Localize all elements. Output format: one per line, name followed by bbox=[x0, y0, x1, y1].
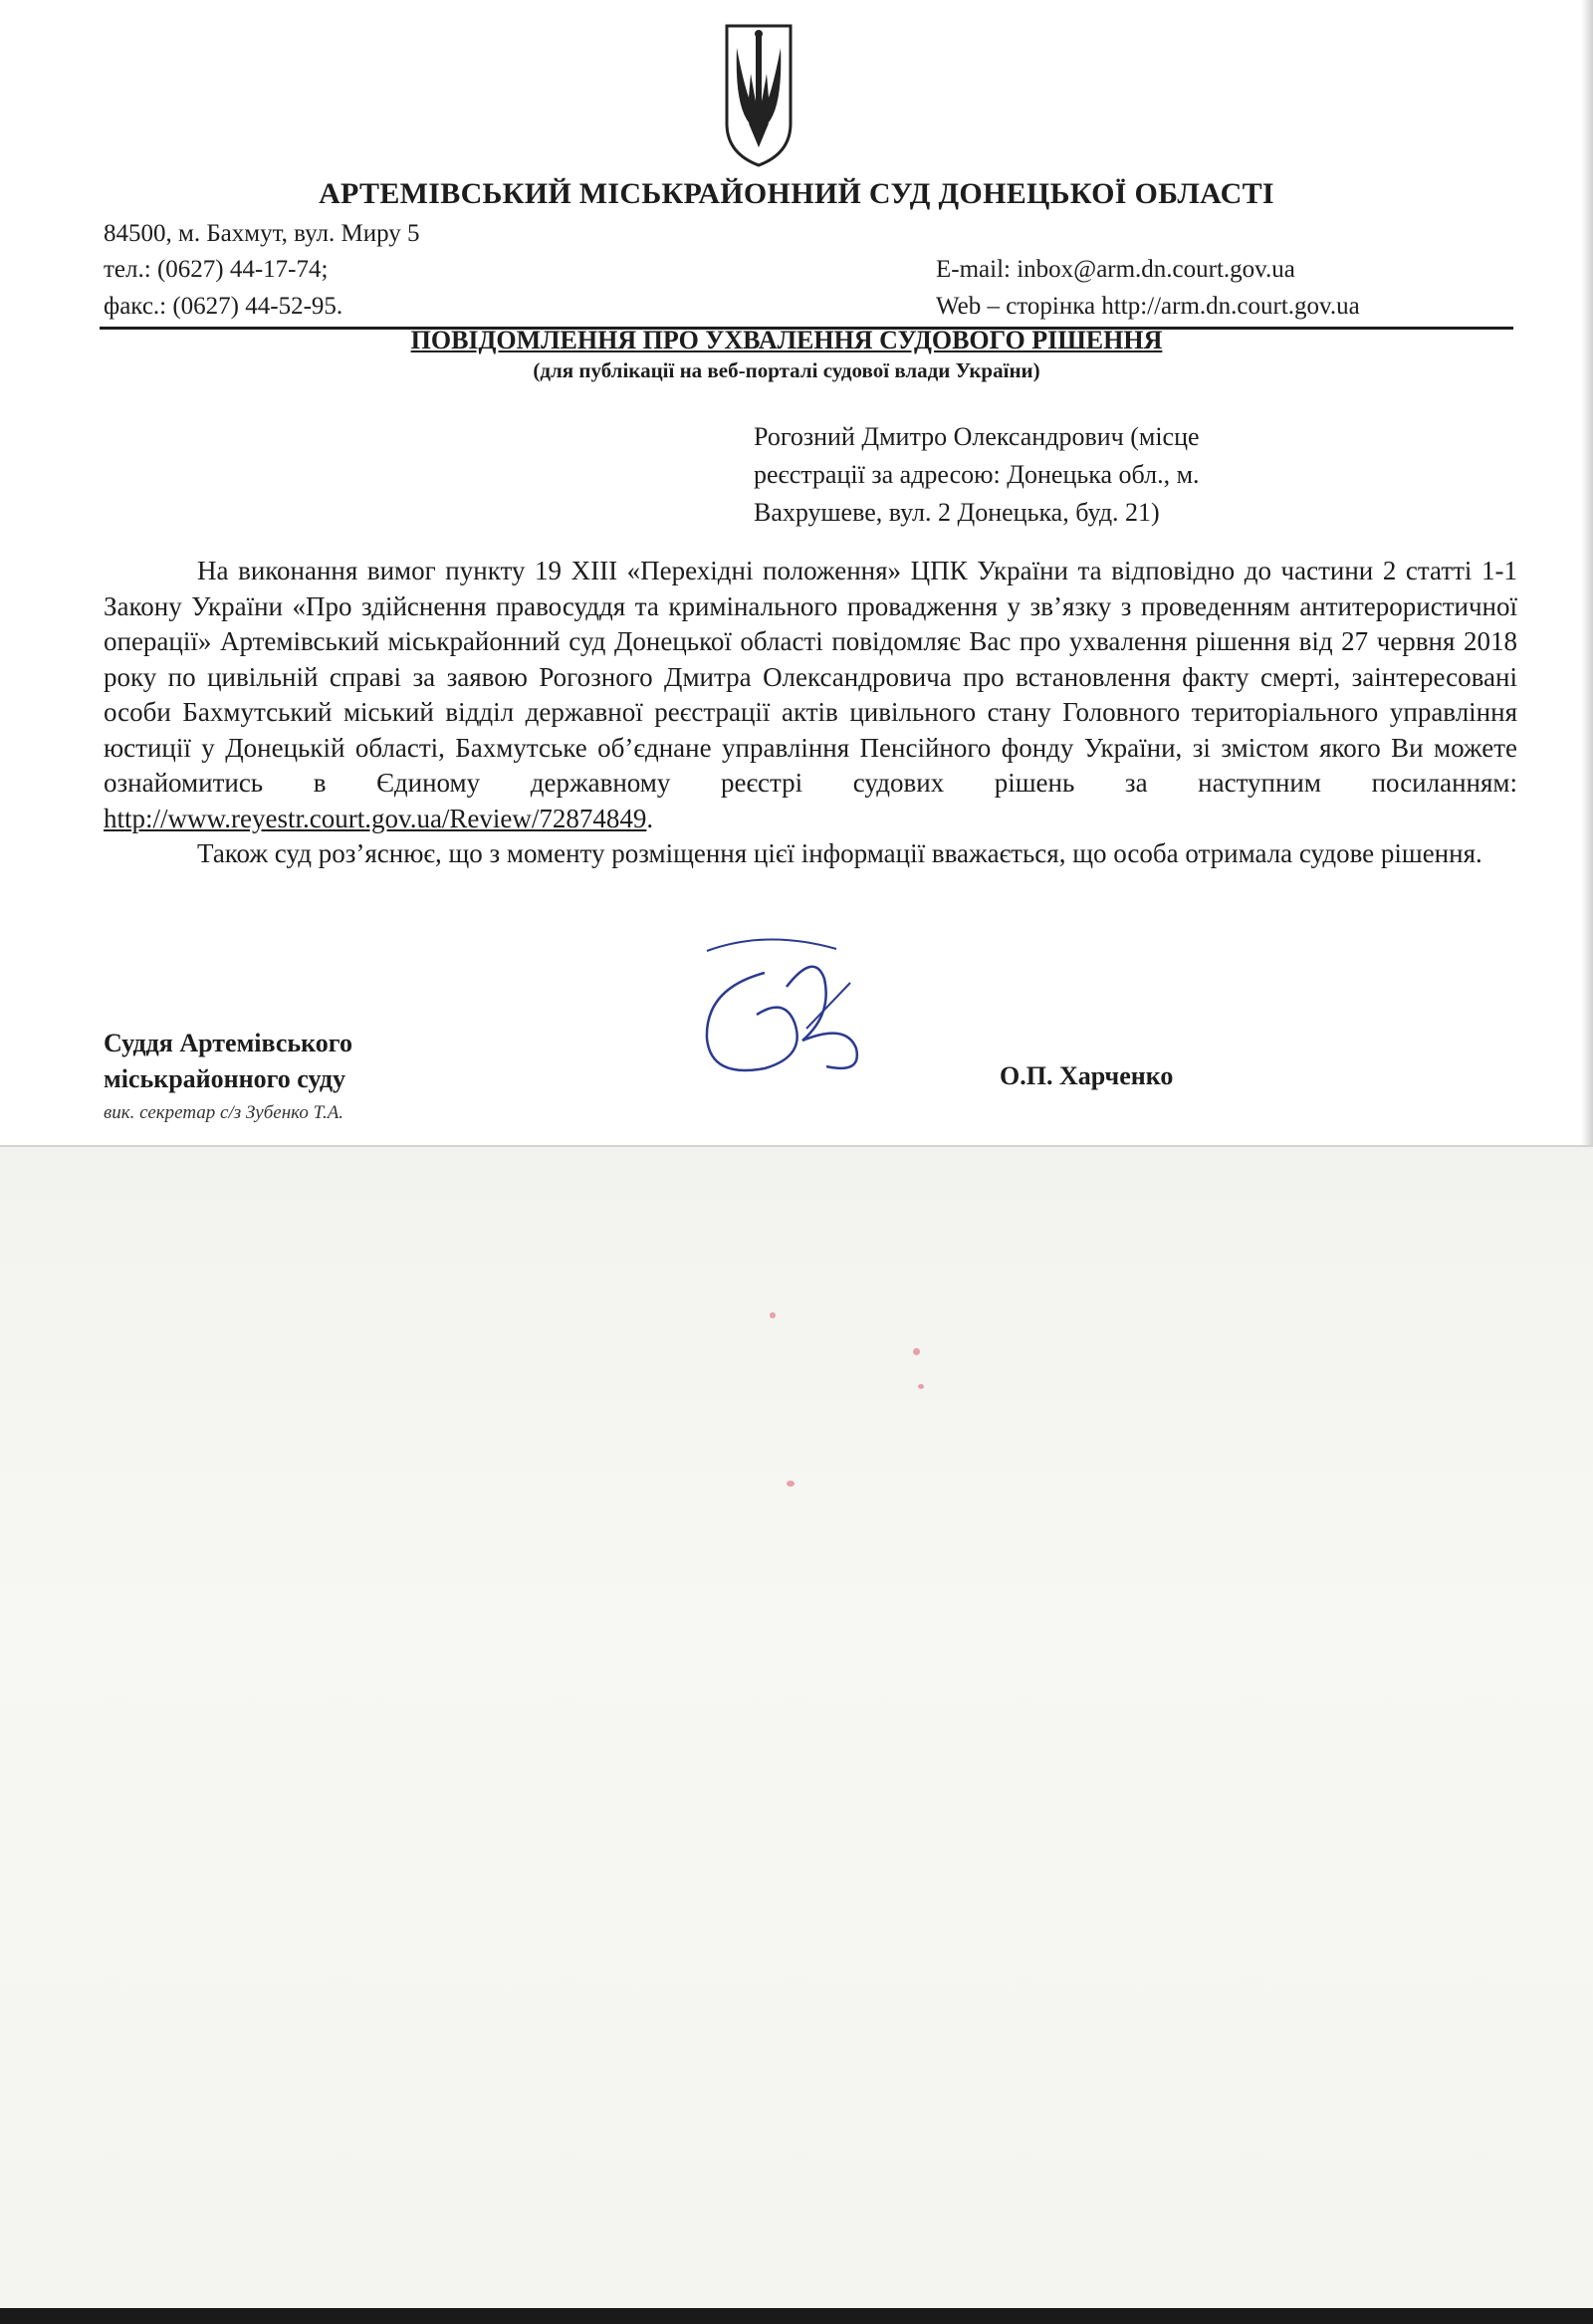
court-email: E-mail: inbox@arm.dn.court.gov.ua bbox=[936, 256, 1295, 283]
signature-position-line: Суддя Артемівського bbox=[104, 1029, 352, 1057]
scan-bottom-edge bbox=[0, 2308, 1593, 2324]
scan-speck bbox=[918, 1384, 924, 1389]
court-address: 84500, м. Бахмут, вул. Миру 5 bbox=[104, 220, 420, 247]
addressee-line: Рогозний Дмитро Олександрович (місце bbox=[754, 422, 1200, 451]
body-paragraph: Також суд роз’яснює, що з моменту розміщення цієї інформації вважається, що особа отримала судове рішення. bbox=[197, 838, 1482, 868]
document-page bbox=[0, 0, 1593, 1147]
registry-link[interactable]: http://www.reyestr.court.gov.ua/Review/72874849 bbox=[104, 803, 647, 833]
body-paragraph bbox=[104, 554, 1517, 836]
court-phone: тел.: (0627) 44-17-74; bbox=[104, 256, 329, 283]
signature-position bbox=[104, 1026, 352, 1097]
court-fax: факс.: (0627) 44-52-95. bbox=[104, 293, 343, 320]
notice-body bbox=[104, 554, 1517, 872]
court-website: Web – сторінка http://arm.dn.court.gov.ua bbox=[936, 293, 1360, 320]
signature-position-line: міськрайонного суду bbox=[104, 1064, 345, 1093]
scan-edge-shadow bbox=[1581, 0, 1593, 1145]
body-paragraph-end: . bbox=[646, 803, 654, 833]
judge-name: О.П. Харченко bbox=[1000, 1061, 1174, 1090]
court-name: АРТЕМІВСЬКИЙ МІСЬКРАЙОННИЙ СУД ДОНЕЦЬКОЇ ОБЛАСТІ bbox=[319, 177, 1274, 210]
scan-speck bbox=[913, 1348, 920, 1355]
addressee-line: Вахрушеве, вул. 2 Донецька, буд. 21) bbox=[754, 498, 1160, 527]
addressee-block bbox=[754, 418, 1311, 532]
notice-title: ПОВІДОМЛЕННЯ ПРО УХВАЛЕННЯ СУДОВОГО РІШЕННЯ bbox=[410, 326, 1163, 354]
addressee-line: реєстрації за адресою: Донецька обл., м. bbox=[754, 460, 1200, 489]
scan-speck bbox=[787, 1481, 795, 1487]
trident-emblem-icon bbox=[723, 20, 795, 169]
body-paragraph-text: На виконання вимог пункту 19 ХІІІ «Перехідні положення» ЦПК України та відповідно до частини 2 статті 1-1 Закону України «Про здійснення правосуддя та кримінального провадження у зв’язку з проведенням антитерористичної операції» Артемівський міськрайонний суд Донецької області повідомляє Вас про ухвалення рішення від 27 червня 2018 року по цивільній справі за заявою Рогозного Дмитра Олександровича про встановлення факту смерті, заінтересовані особи Бахмутський міський відділ державної реєстрації актів цивільного стану Головного територіального управління юстиції у Донецькій області, Бахмутське об’єднане управління Пенсійного фонду України, зі змістом якого Ви можете ознайомитись в Єдиному державному реєстрі судових рішень за наступним посиланням: bbox=[104, 556, 1517, 798]
scan-speck bbox=[770, 1312, 776, 1318]
notice-subtitle: (для публікації на веб-порталі судової влади України) bbox=[533, 358, 1040, 382]
handwritten-signature-icon bbox=[687, 931, 926, 1090]
blank-back-page bbox=[0, 1147, 1593, 2324]
secretary-note: вик. секретар с/з Зубенко Т.А. bbox=[104, 1102, 344, 1123]
